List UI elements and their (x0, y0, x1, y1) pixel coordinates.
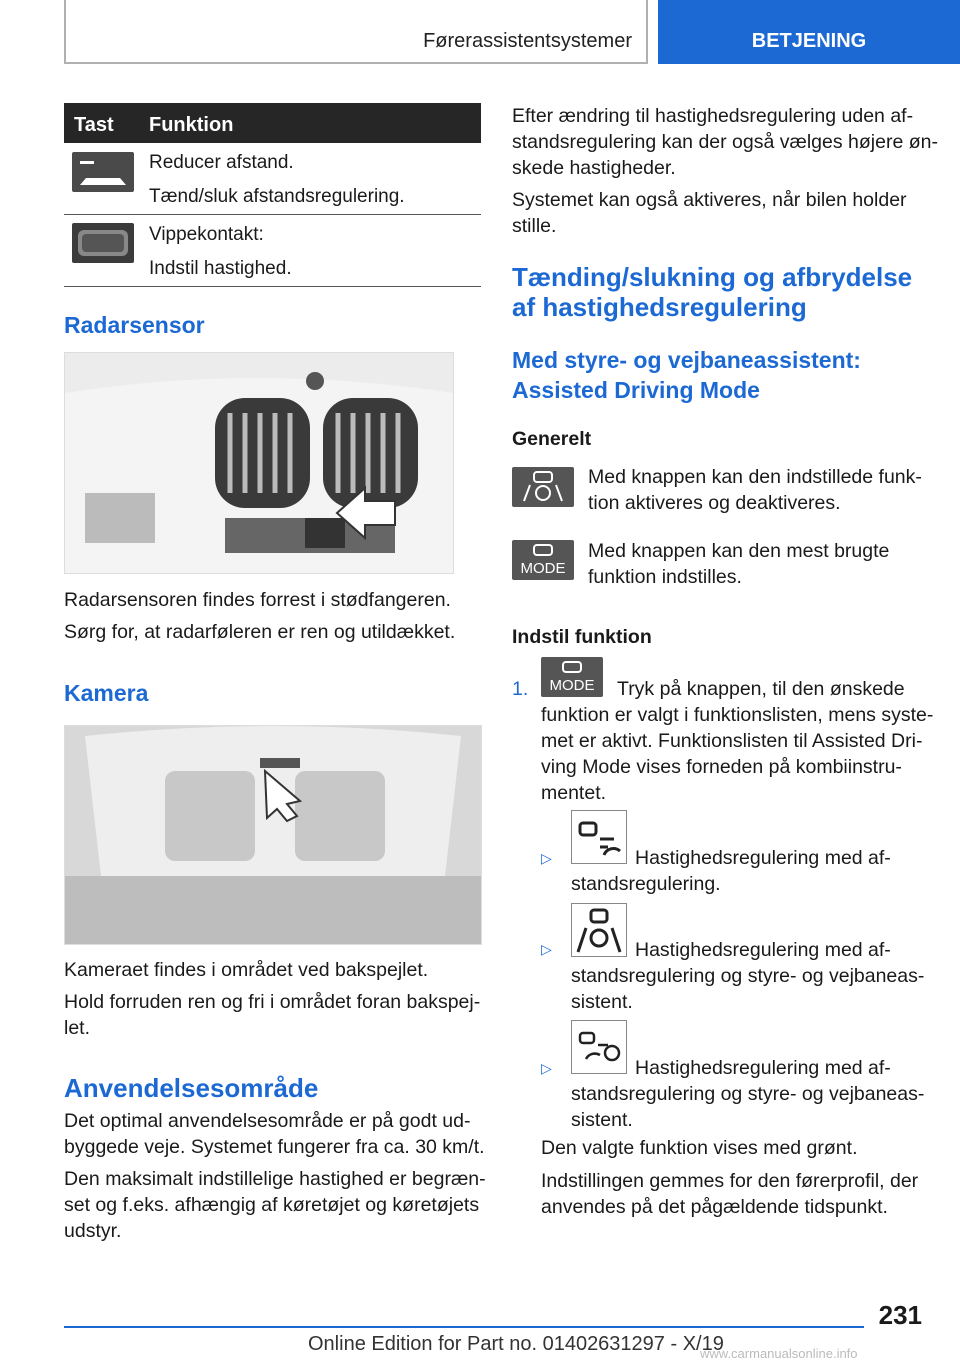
option-1-text-first: Hastighedsregulering med af- (635, 847, 891, 869)
acc-steering-assist-small-icon (571, 1020, 627, 1074)
intro-text-1: Efter ændring til hastighedsregulering uden af- standsregulering kan der også vælges højere øn- skede hastigheder. (512, 105, 938, 179)
bullet-triangle-icon: ▷ (541, 850, 552, 866)
option-3-text-rest: standsregulering og styre- og vejbaneas- sistent. (571, 1083, 925, 1131)
footer-rule (64, 1326, 864, 1328)
mode-button-icon (541, 657, 603, 697)
general-item-2-text: Med knappen kan den mest brugte funktion indstilles. (588, 540, 890, 588)
usage-text-2: Den maksimalt indstillelige hastighed er begræn- set og f.eks. afhængig af køretøjet og køretøjets udstyr. (64, 1168, 486, 1242)
step-text-first: Tryk på knappen, til den ønskede (617, 678, 905, 700)
table-row-2-text: Vippekontakt: Indstil hastighed. (149, 224, 292, 279)
general-item-1-text: Med knappen kan den indstillede funk- tion aktiveres og deaktiveres. (588, 466, 922, 514)
subsection-heading: Med styre- og vejbaneassistent: Assisted Driving Mode (512, 347, 861, 403)
header-bar (64, 0, 648, 64)
usage-text-1: Det optimal anvendelsesområde er på godt ud- byggede veje. Systemet fungerer fra ca. 30 km/t. (64, 1110, 485, 1158)
camera-image (64, 725, 482, 945)
assist-button-icon (512, 467, 574, 507)
radar-text-1: Radarsensoren findes forrest i stødfangeren. (64, 589, 451, 611)
acc-steering-assist-icon (571, 903, 627, 957)
option-2-text-rest: standsregulering og styre- og vejbaneas- sistent. (571, 965, 925, 1013)
table-header-function: Funktion (149, 114, 234, 136)
section-tab (658, 0, 960, 64)
step-number: 1. (512, 678, 529, 700)
table-row-divider (64, 286, 481, 287)
radar-heading: Radarsensor (64, 312, 205, 338)
page-number: 231 (878, 1300, 922, 1330)
after-text-2: Indstillingen gemmes for den førerprofil, der anvendes på det pågældende tidspunkt. (541, 1170, 919, 1218)
watermark: www.carmanualsonline.info (700, 1346, 858, 1361)
mode-button-icon (512, 540, 574, 580)
table-header (64, 103, 481, 143)
option-3-text-first: Hastighedsregulering med af- (635, 1057, 891, 1079)
after-text-1: Den valgte funktion vises med grønt. (541, 1137, 858, 1159)
section-heading: Tænding/slukning og afbrydelse af hastighedsregulering (512, 262, 913, 322)
mode-button-label: MODE (520, 560, 566, 577)
table-header-key: Tast (74, 114, 114, 136)
camera-text-1: Kameraet findes i området ved bakspejlet. (64, 959, 429, 981)
acc-distance-icon (571, 810, 627, 864)
option-2-text-first: Hastighedsregulering med af- (635, 939, 891, 961)
camera-heading: Kamera (64, 680, 149, 706)
footer-edition: Online Edition for Part no. 01402631297 - X/19 (308, 1333, 724, 1355)
usage-heading: Anvendelsesområde (64, 1073, 319, 1103)
option-1-text-rest: standsregulering. (571, 873, 721, 895)
set-function-heading: Indstil funktion (512, 626, 652, 648)
rocker-switch-icon (72, 223, 134, 263)
camera-text-2: Hold forruden ren og fri i området foran bakspej- let. (64, 991, 481, 1039)
step-text-rest: funktion er valgt i funktionslisten, mens syste- met er aktivt. Funktionslisten til Assisted Dri- ving Mode vises forneden på kombiinstru- mentet. (541, 704, 934, 804)
general-heading: Generelt (512, 428, 592, 450)
table-row-1-text: Reducer afstand. Tænd/sluk afstandsregulering. (149, 152, 405, 207)
section-label: BETJENING (751, 30, 867, 52)
table-row-divider (64, 214, 481, 215)
radar-sensor-image (64, 352, 454, 574)
distance-button-icon (72, 152, 134, 192)
bullet-triangle-icon: ▷ (541, 941, 552, 957)
bullet-triangle-icon: ▷ (541, 1060, 552, 1076)
intro-text-2: Systemet kan også aktiveres, når bilen holder stille. (512, 189, 907, 237)
radar-text-2: Sørg for, at radarføleren er ren og utildækket. (64, 621, 456, 643)
mode-button-label: MODE (549, 677, 595, 694)
chapter-title: Førerassistentsystemer (423, 30, 632, 52)
